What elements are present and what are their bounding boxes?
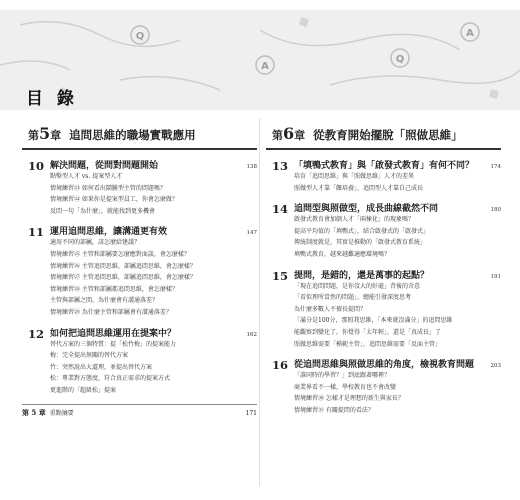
summary-label: 第 5 章	[22, 407, 46, 417]
chapter-label: 第6章	[272, 124, 306, 143]
section-title: 提問，是錯的，還是萬事的起點？	[294, 270, 430, 281]
subsection: 啟發式教育會加劇人才「兩極化」的現象嗎？	[294, 216, 415, 224]
chapter-6-header	[266, 118, 501, 150]
page-number: 162	[246, 331, 257, 338]
section-title: 「填鴨式教育」與「啟發式教育」有何不同？	[294, 161, 475, 171]
subsection: 培育「追問思維」與「照做思維」人才的差異	[294, 173, 415, 180]
toc-section-10[interactable]	[22, 158, 257, 217]
chapter-5-header	[22, 118, 257, 150]
subsection: 能觀察到變化了，你覺得「太年輕」，還是「真成長」了	[294, 328, 442, 336]
subsection: 照做型人才靠「餵培養」，追問型人才靠自己成長	[294, 184, 424, 192]
subsection: 填鴨式教育，越來越難適應環境嗎？	[294, 250, 391, 258]
toc-section-11[interactable]	[22, 224, 257, 318]
page-number: 203	[490, 363, 501, 370]
section-title: 解決問題，從問對問題開始	[50, 161, 159, 171]
svg-text:Q: Q	[135, 31, 145, 42]
subsection: 為什麼多數人不擅長提問？	[294, 305, 367, 313]
page-number: 174	[490, 164, 501, 170]
chapter-title: 從教育開始擺脫「照做思維」	[313, 128, 463, 142]
section-number: 13	[271, 159, 288, 173]
subsection: 情境練習㉘ 主管和部屬都追問思維，會怎麼樣？	[50, 285, 178, 293]
left-page	[22, 118, 257, 418]
subsection: 情境練習㉛ 有關提問的看法？	[294, 406, 374, 414]
subsection: 梅：完全提出無關的替代方案	[50, 352, 129, 360]
subsection: 適用不同的部屬，該怎麼給建議？	[50, 239, 141, 247]
subsection: 情境練習㉙ 為什麼主管和部屬會有溝通落差？	[50, 308, 172, 316]
subsection: 替代方案的三個特質：提「松竹梅」的提案能力	[50, 340, 177, 348]
page-number: 138	[246, 164, 257, 170]
toc-section-15[interactable]	[266, 268, 501, 351]
page-divider	[259, 118, 260, 486]
toc-section-13[interactable]	[266, 158, 501, 194]
subsection: 「誰同時的學習？」到底跟著哪裡？	[294, 372, 391, 380]
section-number: 15	[271, 268, 288, 283]
subsection: 「看似理所當然的問題」，總能引發深度思考	[294, 294, 412, 302]
toc-section-14[interactable]	[266, 201, 501, 260]
subsection: 情境練習㉖ 主管追問思維，部屬追問思維，會怎麼樣？	[50, 262, 196, 270]
toc-section-16[interactable]	[266, 357, 501, 416]
toc-section-12[interactable]	[22, 326, 257, 397]
question-circle-icon	[131, 26, 409, 67]
section-number: 14	[271, 202, 288, 217]
summary-text: 重點摘要	[49, 409, 74, 417]
subsection: 竹：突然說出大道理，並提出替代方案	[50, 363, 153, 371]
subsection: 情境練習㉚ 怎樣才是理想的新生與家長？	[294, 395, 404, 403]
subsection: 「滿分是100分，那照我思維，「本來就沒滿分」的追問思維	[294, 317, 453, 325]
subsection: 情境練習㉓ 如何看出鬧騰型主管的問題嗎？	[50, 184, 166, 192]
page-number: 191	[490, 273, 501, 280]
subsection: 傳統制度就是，其實是推動的「啟發式教育系統」	[294, 239, 427, 247]
section-title: 如何把追問思維運用在提案中？	[50, 328, 177, 339]
page-number: 180	[490, 207, 501, 214]
right-page	[266, 118, 501, 424]
section-number: 12	[27, 326, 44, 341]
subsection: 情境練習㉔ 如果你是提案型員工，你會怎麼做？	[50, 196, 178, 204]
subsection: 點擊型人才 vs. 提案型人才	[50, 173, 123, 180]
header-banner	[0, 10, 520, 110]
toc-title: 目 錄	[26, 89, 78, 109]
subsection: 情境練習㉕ 主管和部屬要怎麼應對面談，會怎麼樣？	[50, 250, 190, 258]
subsection: 提高平均值的「填鴨式」，結合啟發式的「啟發式」	[294, 227, 430, 235]
subsection: 松：專業對方態度，符合真正需求的提案方式	[50, 375, 171, 383]
chapter-title: 追問思維的職場實戰應用	[69, 128, 196, 142]
section-title: 追問型與照做型，成長曲線截然不同	[294, 204, 439, 215]
subsection: 更進階的「超級松」提案	[50, 386, 117, 394]
section-number: 16	[271, 358, 288, 373]
page-number: 171	[245, 409, 257, 417]
subsection: 反問一句「為什麼」，就能找到更多機會	[50, 207, 156, 215]
svg-text:A: A	[261, 61, 269, 72]
page-number: 147	[246, 230, 257, 237]
section-title: 運用追問思維，讓溝通更有效	[50, 227, 168, 238]
subsection: 照做思維需要「模範主管」，追問思維需要「反面主管」	[294, 340, 442, 348]
section-title: 從追問思維與照做思維的角度，檢視教育問題	[294, 360, 475, 371]
subsection: 主管與部屬之間，為什麼會有溝通落差？	[50, 297, 159, 305]
subsection: 商業界看不一樣，學校教育也不會改變	[294, 383, 397, 391]
section-number: 10	[27, 159, 44, 173]
subsection: 「現在追問問題，是你沒大的好處」背後的含意	[294, 282, 421, 290]
svg-text:Q: Q	[395, 54, 405, 65]
svg-text:A: A	[466, 28, 474, 39]
chapter-summary[interactable]	[22, 404, 257, 418]
answer-circle-icon	[256, 23, 479, 74]
subsection: 情境練習㉗ 主管追問思維，部屬追問思維，會怎麼樣？	[50, 274, 196, 282]
chapter-label: 第5章	[28, 124, 62, 143]
section-number: 11	[27, 225, 44, 240]
banner-decoration	[0, 10, 520, 110]
